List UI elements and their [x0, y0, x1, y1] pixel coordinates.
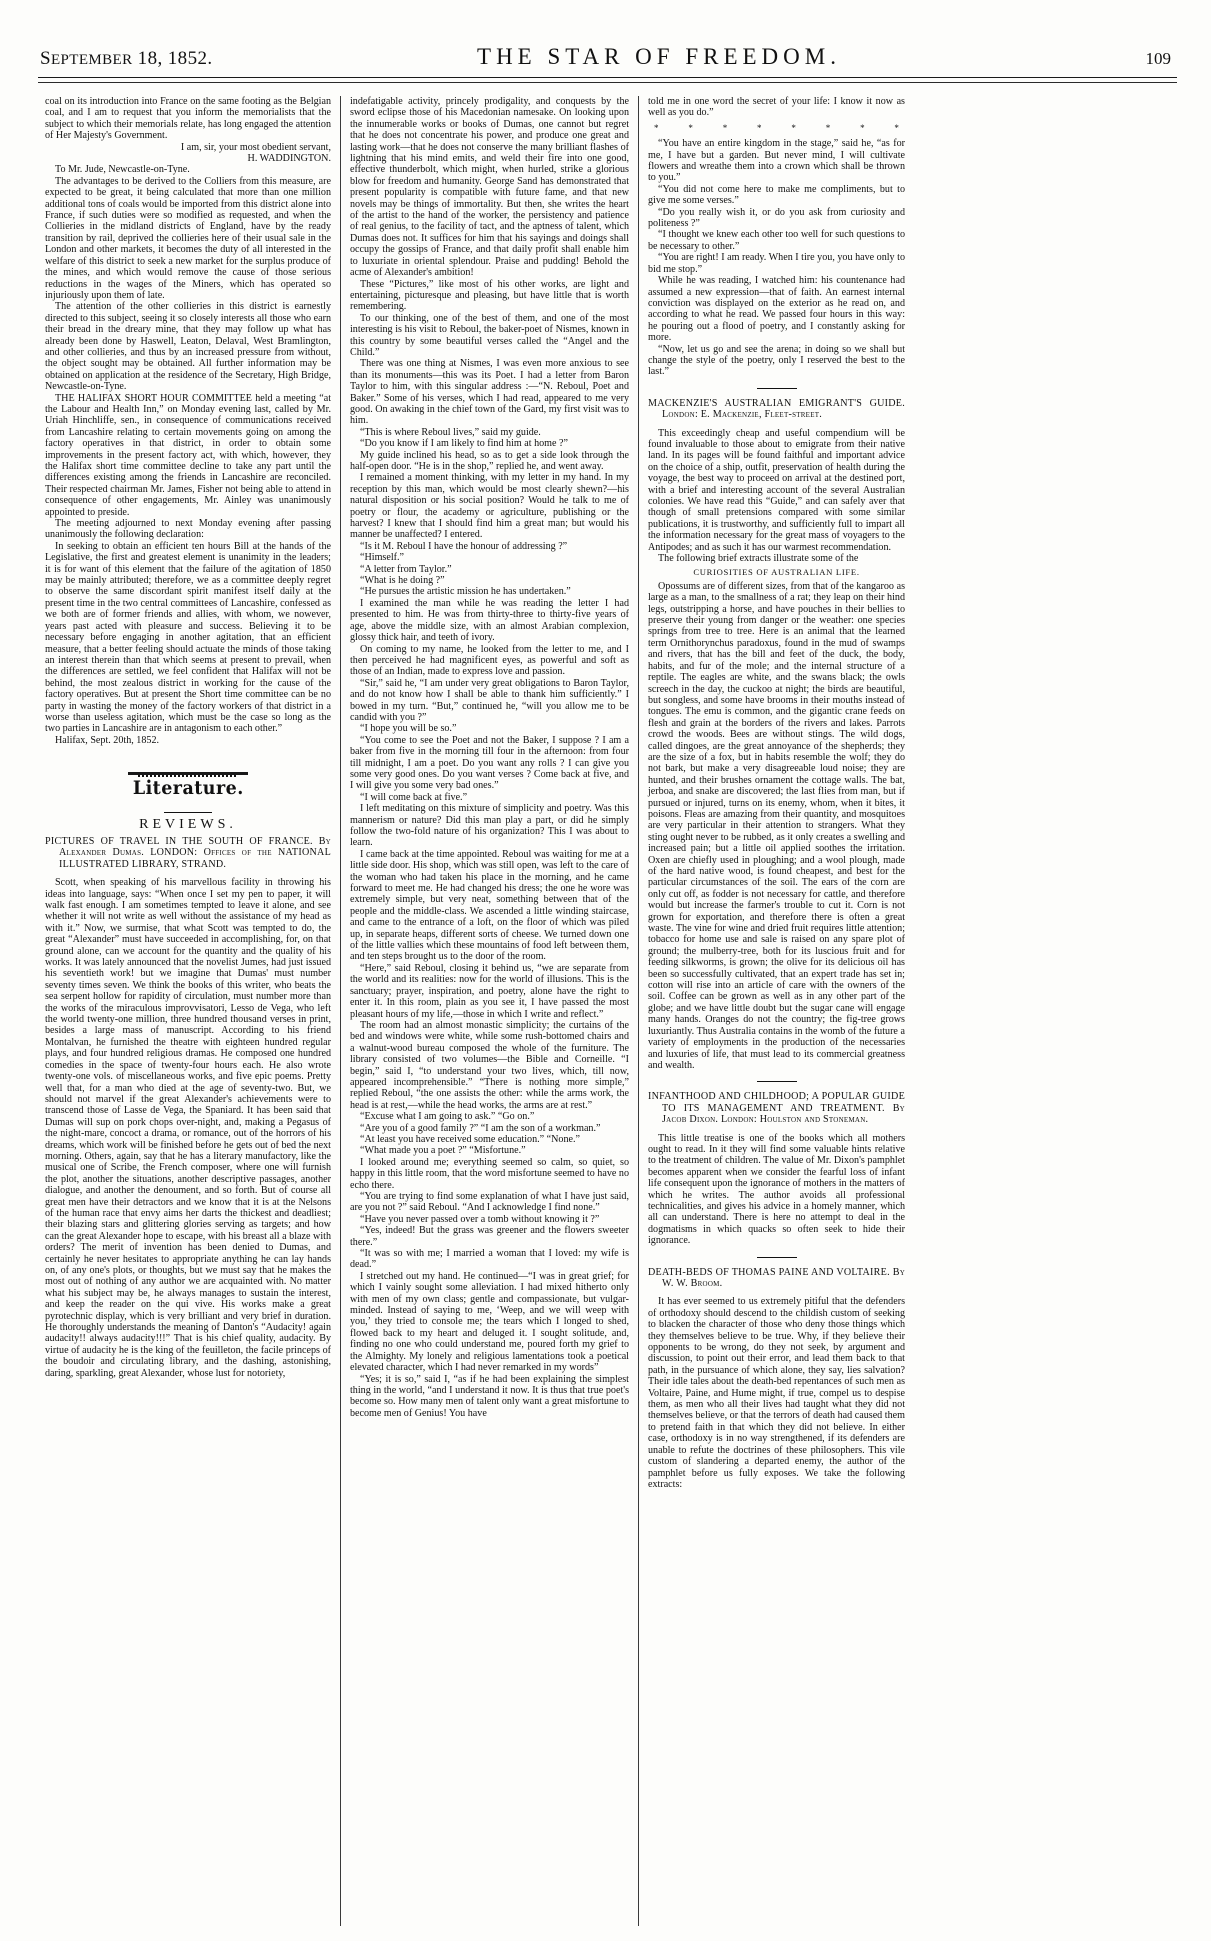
review-title-death-beds: DEATH-BEDS OF THOMAS PAINE AND VOLTAIRE. By W. W. Broom. [648, 1266, 905, 1289]
quote-line: “Are you of a good family ?” “I am the son of a workman.” [360, 1122, 601, 1134]
paragraph: coal on its introduction into France on the same footing as the Belgian coal, and I am to request that you inform the memorialists that the subject to which their memorials relate, has long engaged the attention of Her Majesty's Government. [45, 96, 331, 142]
spacer [648, 421, 905, 428]
asterism-divider [654, 123, 899, 134]
letter-signature: H. WADDINGTON. [247, 153, 331, 165]
quote-line: “It was so with me; I married a woman that I loved: my wife is dead.” [350, 1248, 629, 1271]
paragraph: “Yes; it is so,” said I, “as if he had been explaining the simplest thing in the world, “and I understand it now. It is thus that true poet's become so. How many men of talent only want a great misfortune to become men of Genius! You have [350, 1373, 629, 1419]
asterisk-icon: * [825, 122, 831, 133]
section-divider [757, 1081, 797, 1082]
asterisk-icon: * [894, 122, 899, 133]
column-3 [638, 96, 914, 1926]
review-title-pictures-of-travel: PICTURES OF TRAVEL IN THE SOUTH OF FRANCE. By Alexander Dumas. LONDON: Offices of the NATIONAL ILLUSTRATED LIBRARY, STRAND. [45, 835, 331, 870]
asterisk-icon: * [791, 122, 796, 133]
quote-line: “I thought we knew each other too well for such questions to be necessary to other.” [648, 229, 905, 252]
paragraph: I remained a moment thinking, with my letter in my hand. In my reception by this man, which would be most clearly shewn?—his natural disposition or his social position? Would he talk to me of poetry or flour, the academy or agriculture, publishing or the harvest? I knew that I should find him a great man; but would his manner be unaffected? I entered. [350, 472, 629, 541]
spacer [648, 1126, 905, 1133]
asterisk-icon: * [654, 122, 659, 133]
quote-line: “He pursues the artistic mission he has undertaken.” [360, 586, 571, 598]
paper-title: THE STAR OF FREEDOM. [477, 44, 841, 69]
paragraph: In seeking to obtain an efficient ten hours Bill at the hands of the Legislative, the first and greatest element is unanimity in the leaders; it is for want of this element that the failure of the agitation of 1850 may be mainly attributed; therefore, we as a committee deeply regret to observe the same discordant spirit manifest itself daily at the present time in the two central committees of Lancashire, confessed as we both are of former friends and allies, with whom, we nowever, years past acted with pleasure and success. Believing it to be necessary before engaging in another agitation, that an efficient measure, that a better feeling should actuate the minds of those taking an interest therein than that which seems at present to prevail, when the differences are settled, we feel confident that Halifax will not be behind, the most zealous district in working for the cause of the factory operatives. But at present the Short time committee can be no party in wasting the money of the factory workers of that district in a worse than useless agitation, which must be the case so long as the two parties in Lancashire are in antagonism to each other.” [45, 540, 331, 735]
paragraph: Scott, when speaking of his marvellous facility in throwing his ideas into language, says: “When once I set my pen to paper, it will walk fast enough. I am sometimes tempted to leave it alone, and see whether it will not write as well without the assistance of my head as with it.” Now, we surmise, that what Scott was tempted to do, the great “Alexander” must have succeeded in accomplishing, for, on that ground alone, can we account for the quantity and the quality of his works. It was lately announced that the novelist Jumes, had just issued his seventieth work! but we imagine that Dumas' must number seventy times seven. We think the books of this writer, who beats the sea serpent hollow for rapidity of circulation, must number more than the works of the miraculous improvvisatori, Lesso de Vega, who left the world twenty-one million, three hundred thousand verses in print, besides a large mass of manuscript. According to his friend Montalvan, he furnished the theatre with eighteen hundred regular plays, and four hundred religious dramas. He composed one hundred comedies in the space of twenty-four hours each. He also wrote twenty-one vols. of miscellaneous works, and five epic poems. Pretty well that, for a man who died at the age of seventy-two. But, we should not marvel if the great Alexander's achievements were to transcend those of Lasse de Vega, the Spaniard. It has been said that Dumas will sup on pork chops over-night, and, making a Pegasus of the night-mare, concoct a drama, or romance, out of the horrors of his dreams, which work will be finished before he gets out of bed the next morning. Others, again, say that he has a literary manufactory, like the musical one of Scribe, the French composer, where one will furnish the plot, another the situations, another descriptive passages, another dialogue, and another the denoument, and so forth. But of course all great men have their detractors and we know that it is at the Nelsons of the human race that envy aims her darts the thickest and deadliest; their blazing stars and glittering glories serving as targets; and how can the great Alexander hope to escape, with his breast all a blaze with orders? The merit of invention has been denied to Dumas, and certainly he never hesitates to appropriate anything he can lay hands on, of any one's plots, or thoughts, but we must say that he makes the most out of nothing of any author we are acquainted with. No matter what his subject may be, he always manages to sustain the interest, and keep the reader on the qui vive. His works make a great pyrotechnic display, which is very brilliant and very brief in duration. He thoroughly understands the meaning of Danton's “Audacity! again audacity!! always audacity!!!” That is his chief quality, audacity. By virtue of audacity he is the king of the feuilleton, the facile princeps of the boudoir and circulating library, and the dashing, astonishing, daring, sparkling, great Alexander, whose lust for notoriety, [45, 877, 331, 1379]
spacer [648, 1289, 905, 1296]
section-divider [757, 388, 797, 389]
quote-line: “Himself.” [360, 552, 405, 564]
page-number: 109 [1145, 49, 1171, 68]
reviews-heading: REVIEWS. [139, 816, 237, 832]
quote-line: “Excuse what I am going to ask.” “Go on.” [360, 1111, 535, 1123]
quote-line: “I will come back at five.” [360, 791, 468, 803]
paragraph: The advantages to be derived to the Colliers from this measure, are expected to be great, it being calculated that more than one million additional tons of coals would be imported from this district alone into France, if such duties were so modified as requested, and when the Collieries in the midland districts of England, have by the ready transition by rail, deprived the collieries here of their usual sale in the London and other markets, it becomes the duty of all interested in the welfare of this district to seek a new market for the surplus produce of the mines, and which would remove the cause of those serious reductions in the wages of the Miners, which has operated so injuriously upon them of late. [45, 175, 331, 301]
quote-line: “I hope you will be so.” [360, 723, 457, 735]
issue-date-initial: S [40, 48, 51, 69]
quote-line: “What is he doing ?” [360, 575, 445, 587]
quote-line: “What made you a poet ?” “Misfortune.” [360, 1145, 526, 1157]
paragraph: It has ever seemed to us extremely pitiful that the defenders of orthodoxy should descend to the childish custom of seeking to blacken the character of those who deny those things which they themselves believe to be true. Why, if they believe their opponents to be wrong, do they not seek, by argument and discussion, to point out their error, and lead them back to that path, in the pursuance of which alone, they say, lies salvation? Their idle tales about the death-bed repentances of such men as Voltaire, Paine, and Hume might, if true, compel us to despise them, as men who all their lives had taught what they did not themselves believe, or that the terrors of death had caused them to pretend faith in that which they did not believe. In either case, orthodoxy is in no way strengthened, if its defenders are unable to refute the doctrines of these philosophers. This vile custom of slandering a departed enemy, the author of the pamphlet before us fully exposes. We take the following extracts: [648, 1296, 905, 1490]
paragraph: indefatigable activity, princely prodigality, and conquests by the sword eclipse those of his Macedonian namesake. On looking upon the innumerable works or books of Dumas, one cannot but regret that he does not concentrate his power, and produce one great and lasting work—that he does not conserve the many brilliant flashes of lightning that his mind emits, and weld their fire into one good, effective thunderbolt, which might, when hurled, strike a glorious blow for freedom and humanity. George Sand has demonstrated that present popularity is compatible with future fame, and that new novels may be things of immortality. But then, she writes the heart of the artist to the hand of the worker, the persistency and patience of real genius, to the facility of tact, and the aptness of talent, which Dumas does not. It suffices for him that his sayings and doings shall occupy the gossips of France, and that daily profit shall enable him to luxuriate in oriental splendour. Praise and pudding! Behold the acme of Alexander's ambition! [350, 96, 629, 279]
quote-line: “This is where Reboul lives,” said my guide. [360, 426, 541, 438]
quote-line: “Do you really wish it, or do you ask from curiosity and politeness ?” [648, 206, 905, 230]
quote-line: “Yes, indeed! But the grass was greener and the flowers sweeter there.” [350, 1225, 629, 1248]
issue-date-month: EPTEMBER [50, 52, 133, 68]
quote-line: “Have you never passed over a tomb without knowing it ?” [360, 1213, 600, 1225]
quote-line: “You come to see the Poet and not the Baker, I suppose ? I am a baker from five in the morning till four in the afternoon: from four till midnight, I am a poet. Do you want any rolls ? I can give you some very good ones. Do you want verses ? Come back at five, and I will give you some very bad ones.” [350, 734, 629, 792]
subsection-heading-curiosities: CURIOSITIES OF AUSTRALIAN LIFE. [693, 567, 860, 578]
column-2 [340, 96, 638, 1926]
quote-line: “You have an entire kingdom in the stage,” said he, “as for me, I have but a garden. But never mind, I will cultivate flowers and wreathe them into a crown which shall be thrown to you.” [648, 138, 905, 184]
column-container [36, 96, 1181, 1926]
literature-heading-block [45, 772, 331, 800]
paragraph: I came back at the time appointed. Reboul was waiting for me at a little side door. His shop, which was still open, was left to the care of the woman who had taken his place in the morning, and he came forward to meet me. He had changed his dress; the one he wore was extremely simple, but very neat, something between that of the people and the middle-class. We ascended a little winding staircase, and came to the entrance of a loft, on the floor of which was piled up, in separate heaps, different sorts of cheese. We turned down one of the little vallies which these mountains of food left between them, and ten steps brought us to the door of the room. [350, 848, 629, 963]
paragraph: I left meditating on this mixture of simplicity and poetry. Was this mannerism or nature? Did this man play a part, or did he simply follow the two-fold nature of his organization? This I was about to learn. [350, 803, 629, 849]
reviews-divider [164, 812, 212, 813]
masthead-rule [38, 74, 1177, 88]
asterisk-icon: * [757, 122, 762, 133]
paragraph: The attention of the other collieries in this district is earnestly directed to this subject, seeing it so closely interests all those who earn their bread in the dreary mine, that they may follow up what has already been done by Haswell, Leaton, Delaval, West Bramlington, and other collieries, and thus by an increased pressure from without, the object sought may be obtained. All further information may be obtained on application at the residence of the Secretary, High Bridge, Newcastle-on-Tyne. [45, 301, 331, 393]
paragraph: These “Pictures,” like most of his other works, are light and entertaining, picturesque and pleasing, but have little that is worth remembering. [350, 278, 629, 313]
letter-addressee: To Mr. Jude, Newcastle-on-Tyne. [55, 164, 190, 176]
asterisk-icon: * [688, 122, 693, 133]
paragraph: told me in one word the secret of your life: I know it now as well as you do.” [648, 96, 905, 119]
quote-line: “You are trying to find some explanation of what I have just said, are you not ?” said Reboul. “And I acknowledge I find none.” [350, 1191, 629, 1214]
quote-line: “You are right! I am ready. When I tire you, you have only to bid me stop.” [648, 252, 905, 275]
paragraph: I examined the man while he was reading the letter I had presented to him. He was from thirty-three to thirty-five years of age, above the middle size, with an almost Arabian complexion, glossy thick hair, and teeth of ivory. [350, 597, 629, 644]
paragraph: I looked around me; everything seemed so calm, so quiet, so happy in this little room, that the word misfortune seemed to have no echo there. [350, 1156, 629, 1191]
section-divider [757, 1257, 797, 1258]
quote-line: “At least you have received some education.” “None.” [360, 1133, 581, 1145]
masthead-rule-top [38, 77, 1177, 78]
paragraph: To our thinking, one of the best of them, and one of the most interesting is his visit to Reboul, the baker-poet of Nismes, known in this country by some beautiful verses called the “Angel and the Child.” [350, 312, 629, 358]
paragraph: The meeting adjourned to next Monday evening after passing unanimously the following declaration: [45, 518, 331, 541]
quote-line: “You did not come here to make me compliments, but to give me some verses.” [648, 183, 905, 207]
spacer [45, 870, 331, 877]
quote-line: “A letter from Taylor.” [360, 563, 452, 575]
asterisk-icon: * [860, 122, 865, 133]
paragraph: “Now, let us go and see the arena; in doing so we shall but change the style of the poetry, only I reserved the best to the last.” [648, 343, 905, 378]
review-title-infanthood-and-childhood: INFANTHOOD AND CHILDHOOD; A POPULAR GUIDE TO ITS MANAGEMENT AND TREATMENT. By Jacob Dixon. London: Houlston and Stoneman. [648, 1091, 905, 1126]
paragraph: My guide inclined his head, so as to get a side look through the half-open door. “He is in the shop,” replied he, and went away. [350, 449, 629, 472]
review-title-australian-emigrants-guide: MACKENZIE'S AUSTRALIAN EMIGRANT'S GUIDE. London: E. Mackenzie, Fleet-street. [648, 397, 905, 421]
paragraph: There was one thing at Nismes, I was even more anxious to see than its monuments—this was its Poet. I had a letter from Baron Taylor to him, with this singular address :—“N. Reboul, Poet and Baker.” Some of his verses, which I had read, appeared to me very good. On awaking in the chief town of the Gard, my first visit was to him. [350, 358, 629, 427]
issue-date-rest: 18, 1852. [132, 48, 213, 69]
committee-name: THE HALIFAX SHORT HOUR COMMITTEE [55, 392, 252, 404]
paragraph: While he was reading, I watched him: his countenance had assumed a new expression—that of faith. An earnest internal conviction was displayed on the exterior as he read on, and according to what he read. We passed four hours in this way: he pouring out a flood of poetry, and I constantly asking for more. [648, 275, 905, 344]
paragraph: On coming to my name, he looked from the letter to me, and I then perceived he had magnificent eyes, as powerful and soft as those of an Indian, made to express love and passion. [350, 643, 629, 678]
paragraph: The following brief extracts illustrate some of the [658, 553, 859, 565]
paragraph: The room had an almost monastic simplicity; the curtains of the bed and windows were white, while some rush-bottomed chairs and a walnut-wood bureau composed the whole of the furniture. The library consisted of two volumes—the Bible and Corneille. “I begin,” said I, “to understand your two lives, which, till now, appeared incomprehensible.” “There is nothing more simple,” replied Reboul, “the one assists the other: while the arms work, the head is at rest,—while the head works, the arms are at rest.” [350, 1019, 629, 1111]
quote-line: “Is it M. Reboul I have the honour of addressing ?” [360, 540, 568, 552]
paragraph: I stretched out my hand. He continued—“I was in great grief; for which I vainly sought some alleviation. I had mixed hitherto only with men of my own class; gentle and compassionate, but vulgar-minded. Instead of saying to me, ‘Weep, and we will weep with you,’ they tried to console me; the tears which I longed to shed, flowed back to my heart and deluged it. I sought solitude, and, finding no one who could understand me, poured forth my grief to the Almighty. My lonely and religious lamentations took a poetical elevated character, which I had never remarked in my words” [350, 1270, 629, 1374]
issue-date [40, 48, 213, 70]
dateline: Halifax, Sept. 20th, 1852. [55, 734, 160, 746]
letter-signoff: I am, sir, your most obedient servant, [180, 141, 331, 153]
paragraph-rest: held a meeting “at the Labour and Health Inn,” on Monday evening last, called by Mr. Uriah Hinchliffe, sen., in consequence of communications received from Lancashire relating to certain movements going on among the factory operatives in that district, in order to obtain some improvements in the present factory act, with which, however, they the Halifax short time committee decline to take any part until the differences existing among the friends in Lancashire are reconciled. Their respected chairman Mr. James, Fisher not being able to attend in consequence of other engagements, Mr. Ainley was unanimously appointed to preside. [45, 392, 331, 518]
quote-line: “Do you know if I am likely to find him at home ?” [360, 438, 568, 450]
quote-line: “Here,” said Reboul, closing it behind us, “we are separate from the world and its realities: now for the world of illusions. This is the sanctuary; prayer, inspiration, and poetry, alone have the right to enter it. In this room, plain as you see it, I have passed the most pleasant hours of my life,—those in which I write and reflect.” [350, 962, 629, 1020]
asterisk-icon: * [722, 122, 728, 133]
paragraph: This little treatise is one of the books which all mothers ought to read. In it they will find some valuable hints relative to the treatment of children. The value of Mr. Dixon's pamphlet becomes apparent when we consider the fearful loss of infant life consequent upon the ignorance of mothers in the matters of which he writes. The author avoids all professional technicalities, and gives his advice in a homely manner, which all can understand. There is here no attempt to deal in the dogmatisms in which quacks so often seek to hide their ignorance. [648, 1132, 905, 1247]
column-1 [36, 96, 340, 1926]
quote-line: “Sir,” said he, “I am under very great obligations to Baron Taylor, and do not know how I shall be able to thank him sufficiently.” I bowed in my turn. “But,” continued he, “will you allow me to be candid with you ?” [350, 677, 629, 723]
paragraph: Opossums are of different sizes, from that of the kangaroo as large as a man, to the smallness of a rat; they leap on their hind legs, outstripping a horse, and have pouches in their bellies to preserve their young from danger or the weather: one species springs from tree to tree. Here is an animal that the learned term Ornithorynchus paradoxus, found in the mud of swamps and rivers, that has the bill and feet of the duck, the body, habits, and fur of the mole; and the internal structure of a reptile. The eagles are white, and the swans black; the owls screech in the day, the cuckoo at night; the birds are beautiful, but songless, and some have brooms in their mouths instead of tongues. The emu is common, and the gigantic crane feeds on flesh and grain at the borders of the rivers and lakes. Parrots crowd the woods. Bees are without stings. The wild dogs, called dingoes, are the great annoyance of the shepherds; they are the size of a fox, but in habits resemble the wolf; they do not bark, but make a very disagreeable loud noise; they are hunted, and their brushes ornament the cottage walls. The bat, jerboa, and snake are discovered; the last flies from man, but if pursued or injured, turns on its enemy, whom, when it bites, it poisons. Fleas are amazing from their quantity, and mosquitoes are very particular in their attention to strangers. What they sting ought never to be rubbed, as it only creates a swelling and increased pain; but a little oil applied soothes the irritation. Oxen are chiefly used in ploughing; and a wool plough, made of the hard native wood, is found cheapest, and best for the particular circumstances of the soil. The ears of the corn are only cut off, as fodder is not necessary for cattle, and therefore would but increase the farmer's trouble to cut it. Corn is not grown for exportation, and therefore there is often a great waste. The vine for wine and dried fruit requires little attention; tobacco for home use and sale is raised on any spare plot of ground; the mulberry-tree, both for its luscious fruit and for feeding silkworms, is grown; the olive for its delicious oil has been so successfully cultivated, that an expert trade has set in; cotton will rise into an article of care with the owners of the soil. Coffee can be grown as well as in any other part of the globe; and we have little doubt but the sugar cane will engage many hands. Oranges do not the country; the fig-tree grows luxuriantly. Thus Australia contains in the womb of the future a variety of employments in the production of the necessaries and luxuries of life, that must lead to its commercial greatness and wealth. [648, 580, 905, 1071]
paragraph [45, 393, 331, 518]
paragraph: This exceedingly cheap and useful compendium will be found invaluable to those about to emigrate from their native land. In its pages will be found faithful and important advice on the choice of a ship, outfit, preservation of health during the voyage, the best way to proceed on arrival at the destined port, with a brief and interesting account of the several Australian colonies. We have read this “Guide,” and can safely aver that though of small pretensions compared with some similar publications, it is trustworthy, and sufficiently full to impart all the information necessary for the great mass of voyagers to the Antipodes; and as such it has our warmest recommendation. [648, 427, 905, 553]
masthead [0, 0, 1211, 70]
masthead-rule-bottom [38, 82, 1177, 83]
literature-ornament-rule [128, 772, 248, 775]
literature-heading: Literature. [132, 777, 244, 800]
